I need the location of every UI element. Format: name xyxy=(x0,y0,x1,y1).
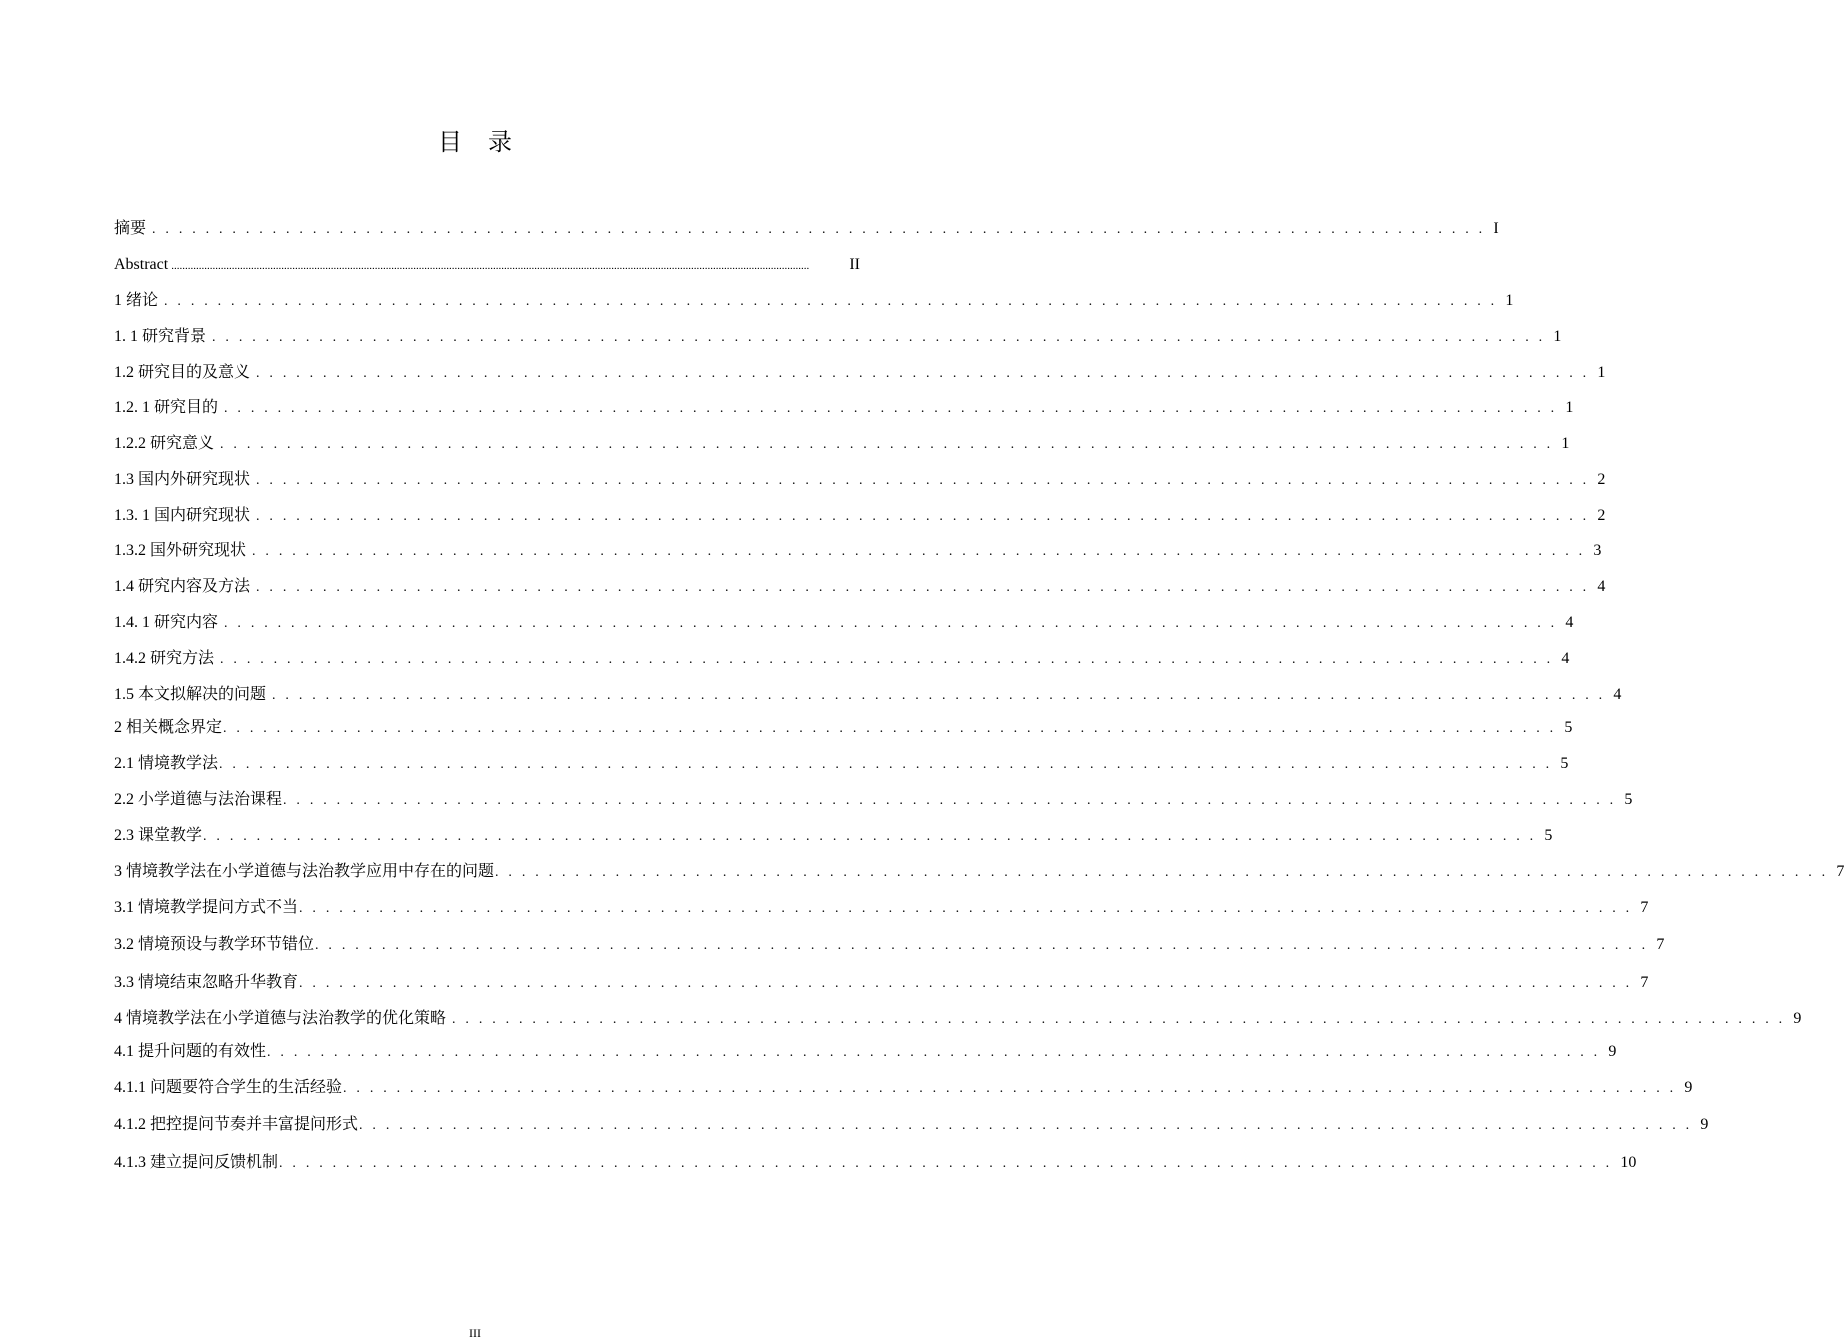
toc-entry-page: 9 xyxy=(1608,1043,1617,1060)
toc-entry[interactable] xyxy=(114,789,1633,811)
toc-dot-leader: . . . . . . . . . . . . . . . . . . . . . . . . . . . . . . . . . . . . . . . . . . . . . . . . . . . . . . . . . . . . . . . . . . . . . . . . . . . . . . . . . . . . . . . . . . . . . . . . . . . . xyxy=(283,793,1617,808)
toc-dot-leader: . . . . . . . . . . . . . . . . . . . . . . . . . . . . . . . . . . . . . . . . . . . . . . . . . . . . . . . . . . . . . . . . . . . . . . . . . . . . . . . . . . . . . . . . . . . . . . . . . . . . xyxy=(343,1081,1677,1096)
toc-entry[interactable] xyxy=(114,972,1649,994)
toc-entry-label: 3.1 情境教学提问方式不当 xyxy=(114,899,299,916)
toc-entry-page: 4 xyxy=(1613,686,1622,703)
toc-entry-label: 1.5 本文拟解决的问题 xyxy=(114,686,267,703)
toc-entry-page: 1 xyxy=(1553,328,1562,345)
toc-entry-label: 3 情境教学法在小学道德与法治教学应用中存在的问题 xyxy=(114,863,495,880)
toc-dot-leader: . . . . . . . . . . . . . . . . . . . . . . . . . . . . . . . . . . . . . . . . . . . . . . . . . . . . . . . . . . . . . . . . . . . . . . . . . . . . . . . . . . . . . . . . . . . . . . . . . . . . xyxy=(267,1045,1601,1060)
toc-entry[interactable] xyxy=(114,433,1570,455)
toc-dot-leader: . . . . . . . . . . . . . . . . . . . . . . . . . . . . . . . . . . . . . . . . . . . . . . . . . . . . . . . . . . . . . . . . . . . . . . . . . . . . . . . . . . . . . . . . . . . . . . . . . . . . xyxy=(252,544,1586,559)
toc-entry-label: Abstract xyxy=(114,256,169,273)
toc-dot-leader: . . . . . . . . . . . . . . . . . . . . . . . . . . . . . . . . . . . . . . . . . . . . . . . . . . . . . . . . . . . . . . . . . . . . . . . . . . . . . . . . . . . . . . . . . . . . . . . . . . . . xyxy=(256,580,1590,595)
toc-entry-label: 3.3 情境结束忽略升华教育 xyxy=(114,974,299,991)
toc-entry-label: 摘要 xyxy=(114,220,147,237)
toc-entry-page: 3 xyxy=(1593,542,1602,559)
toc-entry[interactable] xyxy=(114,362,1606,384)
toc-entry-page: 2 xyxy=(1597,507,1606,524)
page-number: III xyxy=(469,1326,481,1340)
toc-entry[interactable] xyxy=(114,1114,1709,1136)
toc-entry-page: 2 xyxy=(1597,471,1606,488)
toc-entry[interactable] xyxy=(114,290,1514,312)
page-title: 目录 xyxy=(438,128,538,156)
toc-dot-leader: . . . . . . . . . . . . . . . . . . . . . . . . . . . . . . . . . . . . . . . . . . . . . . . . . . . . . . . . . . . . . . . . . . . . . . . . . . . . . . . . . . . . . . . . . . . . . . . . . . . . xyxy=(212,330,1546,345)
toc-dot-leader: . . . . . . . . . . . . . . . . . . . . . . . . . . . . . . . . . . . . . . . . . . . . . . . . . . . . . . . . . . . . . . . . . . . . . . . . . . . . . . . . . . . . . . . . . . . . . . . . . . . . xyxy=(220,437,1554,452)
toc-dot-leader: . . . . . . . . . . . . . . . . . . . . . . . . . . . . . . . . . . . . . . . . . . . . . . . . . . . . . . . . . . . . . . . . . . . . . . . . . . . . . . . . . . . . . . . . . . . . . . . . . . . . xyxy=(315,938,1649,953)
toc-dot-leader: . . . . . . . . . . . . . . . . . . . . . . . . . . . . . . . . . . . . . . . . . . . . . . . . . . . . . . . . . . . . . . . . . . . . . . . . . . . . . . . . . . . . . . . . . . . . . . . . . . . . xyxy=(152,222,1486,237)
toc-entry-label: 1.4 研究内容及方法 xyxy=(114,578,251,595)
toc-entry-page: 1 xyxy=(1597,364,1606,381)
toc-entry-label: 4.1.1 问题要符合学生的生活经验 xyxy=(114,1079,343,1096)
toc-entry-page: II xyxy=(849,256,860,273)
toc-entry[interactable] xyxy=(114,576,1606,598)
toc-entry-page: 4 xyxy=(1561,650,1570,667)
toc-entry-page: 5 xyxy=(1624,791,1633,808)
toc-dot-leader: . . . . . . . . . . . . . . . . . . . . . . . . . . . . . . . . . . . . . . . . . . . . . . . . . . . . . . . . . . . . . . . . . . . . . . . . . . . . . . . . . . . . . . . . . . . . . . . . . . . . xyxy=(203,829,1537,844)
toc-dot-leader: . . . . . . . . . . . . . . . . . . . . . . . . . . . . . . . . . . . . . . . . . . . . . . . . . . . . . . . . . . . . . . . . . . . . . . . . . . . . . . . . . . . . . . . . . . . . . . . . . . . . xyxy=(299,901,1633,916)
toc-entry-page: 1 xyxy=(1561,435,1570,452)
toc-entry[interactable] xyxy=(114,612,1574,634)
toc-dot-leader: . . . . . . . . . . . . . . . . . . . . . . . . . . . . . . . . . . . . . . . . . . . . . . . . . . . . . . . . . . . . . . . . . . . . . . . . . . . . . . . . . . . . . . . . . . . . . . . . . . . . xyxy=(495,865,1829,880)
toc-entry-page: 10 xyxy=(1620,1154,1637,1171)
toc-entry-label: 4 情境教学法在小学道德与法治教学的优化策略 xyxy=(114,1010,447,1027)
toc-entry-label: 1.2.2 研究意义 xyxy=(114,435,215,452)
toc-entry[interactable] xyxy=(114,648,1570,670)
toc-entry[interactable] xyxy=(114,326,1562,348)
toc-dot-leader: . . . . . . . . . . . . . . . . . . . . . . . . . . . . . . . . . . . . . . . . . . . . . . . . . . . . . . . . . . . . . . . . . . . . . . . . . . . . . . . . . . . . . . . . . . . . . . . . . . . . xyxy=(220,652,1554,667)
toc-entry[interactable] xyxy=(114,753,1569,775)
toc-entry[interactable] xyxy=(114,825,1553,847)
toc-dot-leader: . . . . . . . . . . . . . . . . . . . . . . . . . . . . . . . . . . . . . . . . . . . . . . . . . . . . . . . . . . . . . . . . . . . . . . . . . . . . . . . . . . . . . . . . . . . . . . . . . . . . xyxy=(256,366,1590,381)
toc-entry[interactable] xyxy=(114,897,1649,919)
toc-entry-page: 7 xyxy=(1640,899,1649,916)
toc-entry-label: 1.2 研究目的及意义 xyxy=(114,364,251,381)
toc-dot-leader: . . . . . . . . . . . . . . . . . . . . . . . . . . . . . . . . . . . . . . . . . . . . . . . . . . . . . . . . . . . . . . . . . . . . . . . . . . . . . . . . . . . . . . . . . . . . . . . . . . . . xyxy=(256,473,1590,488)
toc-entry-label: 2.2 小学道德与法治课程 xyxy=(114,791,283,808)
toc-entry[interactable] xyxy=(114,1041,1617,1063)
toc-dot-leader: . . . . . . . . . . . . . . . . . . . . . . . . . . . . . . . . . . . . . . . . . . . . . . . . . . . . . . . . . . . . . . . . . . . . . . . . . . . . . . . . . . . . . . . . . . . . . . . . . . . . xyxy=(223,721,1557,736)
toc-entry-label: 4.1 提升问题的有效性 xyxy=(114,1043,267,1060)
toc-entry[interactable] xyxy=(114,934,1665,956)
toc-dot-leader: . . . . . . . . . . . . . . . . . . . . . . . . . . . . . . . . . . . . . . . . . . . . . . . . . . . . . . . . . . . . . . . . . . . . . . . . . . . . . . . . . . . . . . . . . . . . . . . . . . . . xyxy=(452,1012,1786,1027)
toc-entry-page: 4 xyxy=(1597,578,1606,595)
toc-entry-label: 4.1.2 把控提问节奏并丰富提问形式 xyxy=(114,1116,359,1133)
toc-entry-label: 1.3.2 国外研究现状 xyxy=(114,542,247,559)
toc-entry-page: 7 xyxy=(1656,936,1665,953)
toc-entry-label: 1.3. 1 国内研究现状 xyxy=(114,507,251,524)
toc-entry-page: 7 xyxy=(1640,974,1649,991)
toc-entry-label: 1.3 国内外研究现状 xyxy=(114,471,251,488)
toc-entry-page: 4 xyxy=(1565,614,1574,631)
toc-dot-leader: . . . . . . . . . . . . . . . . . . . . . . . . . . . . . . . . . . . . . . . . . . . . . . . . . . . . . . . . . . . . . . . . . . . . . . . . . . . . . . . . . . . . . . . . . . . . . . . . . . . . xyxy=(279,1156,1613,1171)
toc-entry[interactable] xyxy=(114,254,860,276)
toc-entry[interactable] xyxy=(114,1008,1802,1030)
toc-dot-leader: . . . . . . . . . . . . . . . . . . . . . . . . . . . . . . . . . . . . . . . . . . . . . . . . . . . . . . . . . . . . . . . . . . . . . . . . . . . . . . . . . . . . . . . . . . . . . . . . . . . . xyxy=(219,757,1553,772)
toc-entry-page: 1 xyxy=(1505,292,1514,309)
toc-entry-label: 1.4.2 研究方法 xyxy=(114,650,215,667)
toc-entry-page: 7 xyxy=(1836,863,1844,880)
toc-entry[interactable] xyxy=(114,861,1844,883)
toc-entry-label: 4.1.3 建立提问反馈机制 xyxy=(114,1154,279,1171)
toc-entry-label: 1.4. 1 研究内容 xyxy=(114,614,219,631)
toc-entry-label: 2.1 情境教学法 xyxy=(114,755,219,772)
toc-entry-label: 3.2 情境预设与教学环节错位 xyxy=(114,936,315,953)
toc-entry-label: 2.3 课堂教学 xyxy=(114,827,203,844)
toc-dot-leader: . . . . . . . . . . . . . . . . . . . . . . . . . . . . . . . . . . . . . . . . . . . . . . . . . . . . . . . . . . . . . . . . . . . . . . . . . . . . . . . . . . . . . . . . . . . . . . . . . . . . xyxy=(224,401,1558,416)
toc-entry-page: 5 xyxy=(1544,827,1553,844)
toc-entry-label: 1. 1 研究背景 xyxy=(114,328,207,345)
toc-entry-page: 1 xyxy=(1565,399,1574,416)
toc-entry-label: 1.2. 1 研究目的 xyxy=(114,399,219,416)
toc-entry[interactable] xyxy=(114,218,1499,240)
toc-dot-leader: . . . . . . . . . . . . . . . . . . . . . . . . . . . . . . . . . . . . . . . . . . . . . . . . . . . . . . . . . . . . . . . . . . . . . . . . . . . . . . . . . . . . . . . . . . . . . . . . . . . . xyxy=(224,616,1558,631)
toc-entry[interactable] xyxy=(114,1152,1637,1174)
toc-entry[interactable] xyxy=(114,717,1573,739)
toc-entry[interactable] xyxy=(114,540,1602,562)
toc-entry-page: 5 xyxy=(1564,719,1573,736)
toc-dot-leader: ........................................................................................................................................................................................................................................ xyxy=(171,260,810,272)
toc-dot-leader: . . . . . . . . . . . . . . . . . . . . . . . . . . . . . . . . . . . . . . . . . . . . . . . . . . . . . . . . . . . . . . . . . . . . . . . . . . . . . . . . . . . . . . . . . . . . . . . . . . . . xyxy=(256,509,1590,524)
toc-entry-page: 5 xyxy=(1560,755,1569,772)
toc-dot-leader: . . . . . . . . . . . . . . . . . . . . . . . . . . . . . . . . . . . . . . . . . . . . . . . . . . . . . . . . . . . . . . . . . . . . . . . . . . . . . . . . . . . . . . . . . . . . . . . . . . . . xyxy=(164,294,1498,309)
toc-entry-page: 9 xyxy=(1700,1116,1709,1133)
toc-entry-page: I xyxy=(1493,220,1499,237)
toc-entry[interactable] xyxy=(114,397,1574,419)
toc-entry-label: 2 相关概念界定 xyxy=(114,719,223,736)
toc-dot-leader: . . . . . . . . . . . . . . . . . . . . . . . . . . . . . . . . . . . . . . . . . . . . . . . . . . . . . . . . . . . . . . . . . . . . . . . . . . . . . . . . . . . . . . . . . . . . . . . . . . . . xyxy=(299,976,1633,991)
toc-entry[interactable] xyxy=(114,469,1606,491)
toc-entry[interactable] xyxy=(114,1077,1693,1099)
toc-entry-page: 9 xyxy=(1793,1010,1802,1027)
toc-dot-leader: . . . . . . . . . . . . . . . . . . . . . . . . . . . . . . . . . . . . . . . . . . . . . . . . . . . . . . . . . . . . . . . . . . . . . . . . . . . . . . . . . . . . . . . . . . . . . . . . . . . . xyxy=(272,688,1606,703)
toc-entry-page: 9 xyxy=(1684,1079,1693,1096)
toc-dot-leader: . . . . . . . . . . . . . . . . . . . . . . . . . . . . . . . . . . . . . . . . . . . . . . . . . . . . . . . . . . . . . . . . . . . . . . . . . . . . . . . . . . . . . . . . . . . . . . . . . . . . xyxy=(359,1118,1693,1133)
toc-entry[interactable] xyxy=(114,505,1606,527)
toc-entry[interactable] xyxy=(114,684,1622,706)
toc-entry-label: 1 绪论 xyxy=(114,292,159,309)
